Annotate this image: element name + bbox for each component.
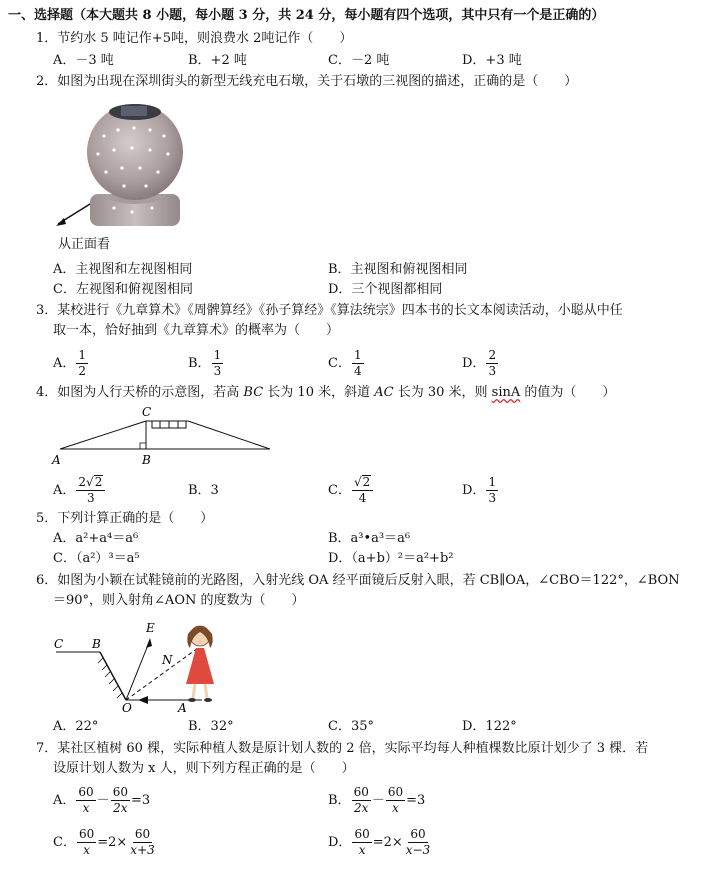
q1-option-d[interactable]: D．+3 吨 <box>462 53 522 68</box>
q7-option-a[interactable]: A． $\frac{60}{x}$ － $\frac{60}{2x}$ =3 <box>53 785 151 815</box>
q3-option-b[interactable]: B． $\frac{1}{3}$ <box>188 348 222 378</box>
fraction: $\frac{2√2}{3}$ <box>76 475 105 506</box>
fraction: $\frac{2}{3}$ <box>488 348 497 378</box>
q4-option-c[interactable]: C． $\frac{√2}{4}$ <box>328 475 374 506</box>
q1-option-a[interactable]: A．－3 吨 <box>53 53 114 68</box>
q4-stem: 4．如图为人行天桥的示意图，若高 BC 长为 10 米，斜道 AC 长为 30 米，则 sinA 的值为（ ） <box>36 385 616 400</box>
fraction: $\frac{60}{2x}$ <box>112 785 128 815</box>
q3-stem-line2: 取一本，恰好抽到《九章算术》的概率为（ ） <box>53 323 340 338</box>
q3-option-c[interactable]: C． $\frac{1}{4}$ <box>328 348 362 378</box>
label-e: E <box>146 621 155 635</box>
q2-option-c[interactable]: C．左视图和俯视图相同 <box>53 282 193 297</box>
fraction: $\frac{60}{x}$ <box>387 785 404 815</box>
q1-option-b[interactable]: B．+2 吨 <box>188 53 247 68</box>
q7-option-d[interactable]: D． $\frac{60}{x}$ =2× $\frac{60}{x-3}$ <box>328 827 431 857</box>
fraction: $\frac{60}{2x}$ <box>353 785 369 815</box>
mirror-light-path-diagram <box>48 614 228 714</box>
charging-stone-pier-image <box>52 96 202 236</box>
q6-stem-line1: 6．如图为小颖在试鞋镜前的光路图，入射光线 OA 经平面镜后反射入眼，若 CB∥OA，∠CBO＝122°，∠BON <box>36 573 680 588</box>
label-a: A <box>52 453 61 467</box>
label-n: N <box>162 653 173 667</box>
fraction: $\frac{60}{x}$ <box>78 827 95 857</box>
q1-option-c[interactable]: C．－2 吨 <box>328 53 390 68</box>
q4-option-b[interactable]: B．3 <box>188 483 219 498</box>
q5-stem: 5．下列计算正确的是（ ） <box>36 511 214 526</box>
q6-option-c[interactable]: C．35° <box>328 719 374 734</box>
label-b: B <box>92 637 101 651</box>
q5-option-b[interactable]: B．a³•a³＝a⁶ <box>328 531 411 546</box>
label-c: C <box>142 405 152 419</box>
q4-option-a[interactable]: A． $\frac{2√2}{3}$ <box>53 475 106 506</box>
q6-option-d[interactable]: D．122° <box>462 719 517 734</box>
q7-option-b[interactable]: B． $\frac{60}{2x}$ － $\frac{60}{x}$ =3 <box>328 785 426 815</box>
q3-stem-line1: 3．某校进行《九章算术》《周髀算经》《孙子算经》《算法统宗》四本书的长文本阅读活动，小聪从中任 <box>36 303 623 318</box>
section-title: 一、选择题（本大题共 8 小题，每小题 3 分，共 24 分，每小题有四个选项，其中只有一个是正确的） <box>8 8 605 23</box>
label-b: B <box>142 453 151 467</box>
fraction: $\frac{1}{4}$ <box>353 348 362 378</box>
label-o: O <box>122 701 132 714</box>
q3-option-d[interactable]: D． $\frac{2}{3}$ <box>462 348 497 378</box>
fraction: $\frac{60}{x-3}$ <box>405 827 431 857</box>
fraction: $\frac{60}{x+3}$ <box>130 827 155 857</box>
q6-stem-line2: ＝90°，则入射角∠AON 的度数为（ ） <box>53 593 305 608</box>
q2-option-a[interactable]: A．主视图和左视图相同 <box>53 262 193 277</box>
q6-option-a[interactable]: A．22° <box>53 719 99 734</box>
q3-option-a[interactable]: A． $\frac{1}{2}$ <box>53 348 87 378</box>
label-c: C <box>54 637 64 651</box>
fraction: $\frac{60}{x}$ <box>354 827 370 857</box>
fraction: $\frac{√2}{4}$ <box>352 475 373 506</box>
q4-option-d[interactable]: D． $\frac{1}{3}$ <box>462 475 497 505</box>
q5-option-a[interactable]: A．a²+a⁴＝a⁶ <box>53 531 139 546</box>
q2-option-b[interactable]: B．主视图和俯视图相同 <box>328 262 468 277</box>
q6-option-b[interactable]: B．32° <box>188 719 234 734</box>
q2-caption: 从正面看 <box>58 237 111 252</box>
q1-stem: 1．节约水 5 吨记作+5吨，则浪费水 2吨记作（ ） <box>36 31 353 46</box>
girl-figure <box>186 626 214 702</box>
pedestrian-bridge-diagram <box>48 404 278 468</box>
q7-stem-line1: 7．某社区植树 60 棵，实际种植人数是原计划人数的 2 倍，实际平均每人种植棵数比原计划少了 3 棵．若 <box>36 741 649 756</box>
q7-option-c[interactable]: C． $\frac{60}{x}$ =2× $\frac{60}{x+3}$ <box>53 827 155 857</box>
fraction: $\frac{1}{3}$ <box>213 348 222 378</box>
label-a: A <box>178 701 187 714</box>
fraction: $\frac{60}{x}$ <box>78 785 94 815</box>
q2-stem: 2．如图为出现在深圳街头的新型无线充电石墩，关于石墩的三视图的描述，正确的是（ ） <box>36 74 578 89</box>
fraction: $\frac{1}{3}$ <box>488 475 497 505</box>
fraction: $\frac{1}{2}$ <box>78 348 87 378</box>
q5-option-d[interactable]: D．（a+b）²＝a²+b² <box>328 551 454 566</box>
q7-stem-line2: 设原计划人数为 x 人，则下列方程正确的是（ ） <box>53 761 355 776</box>
q5-option-c[interactable]: C．（a²）³＝a⁵ <box>53 551 140 566</box>
q2-option-d[interactable]: D．三个视图都相同 <box>328 282 443 297</box>
